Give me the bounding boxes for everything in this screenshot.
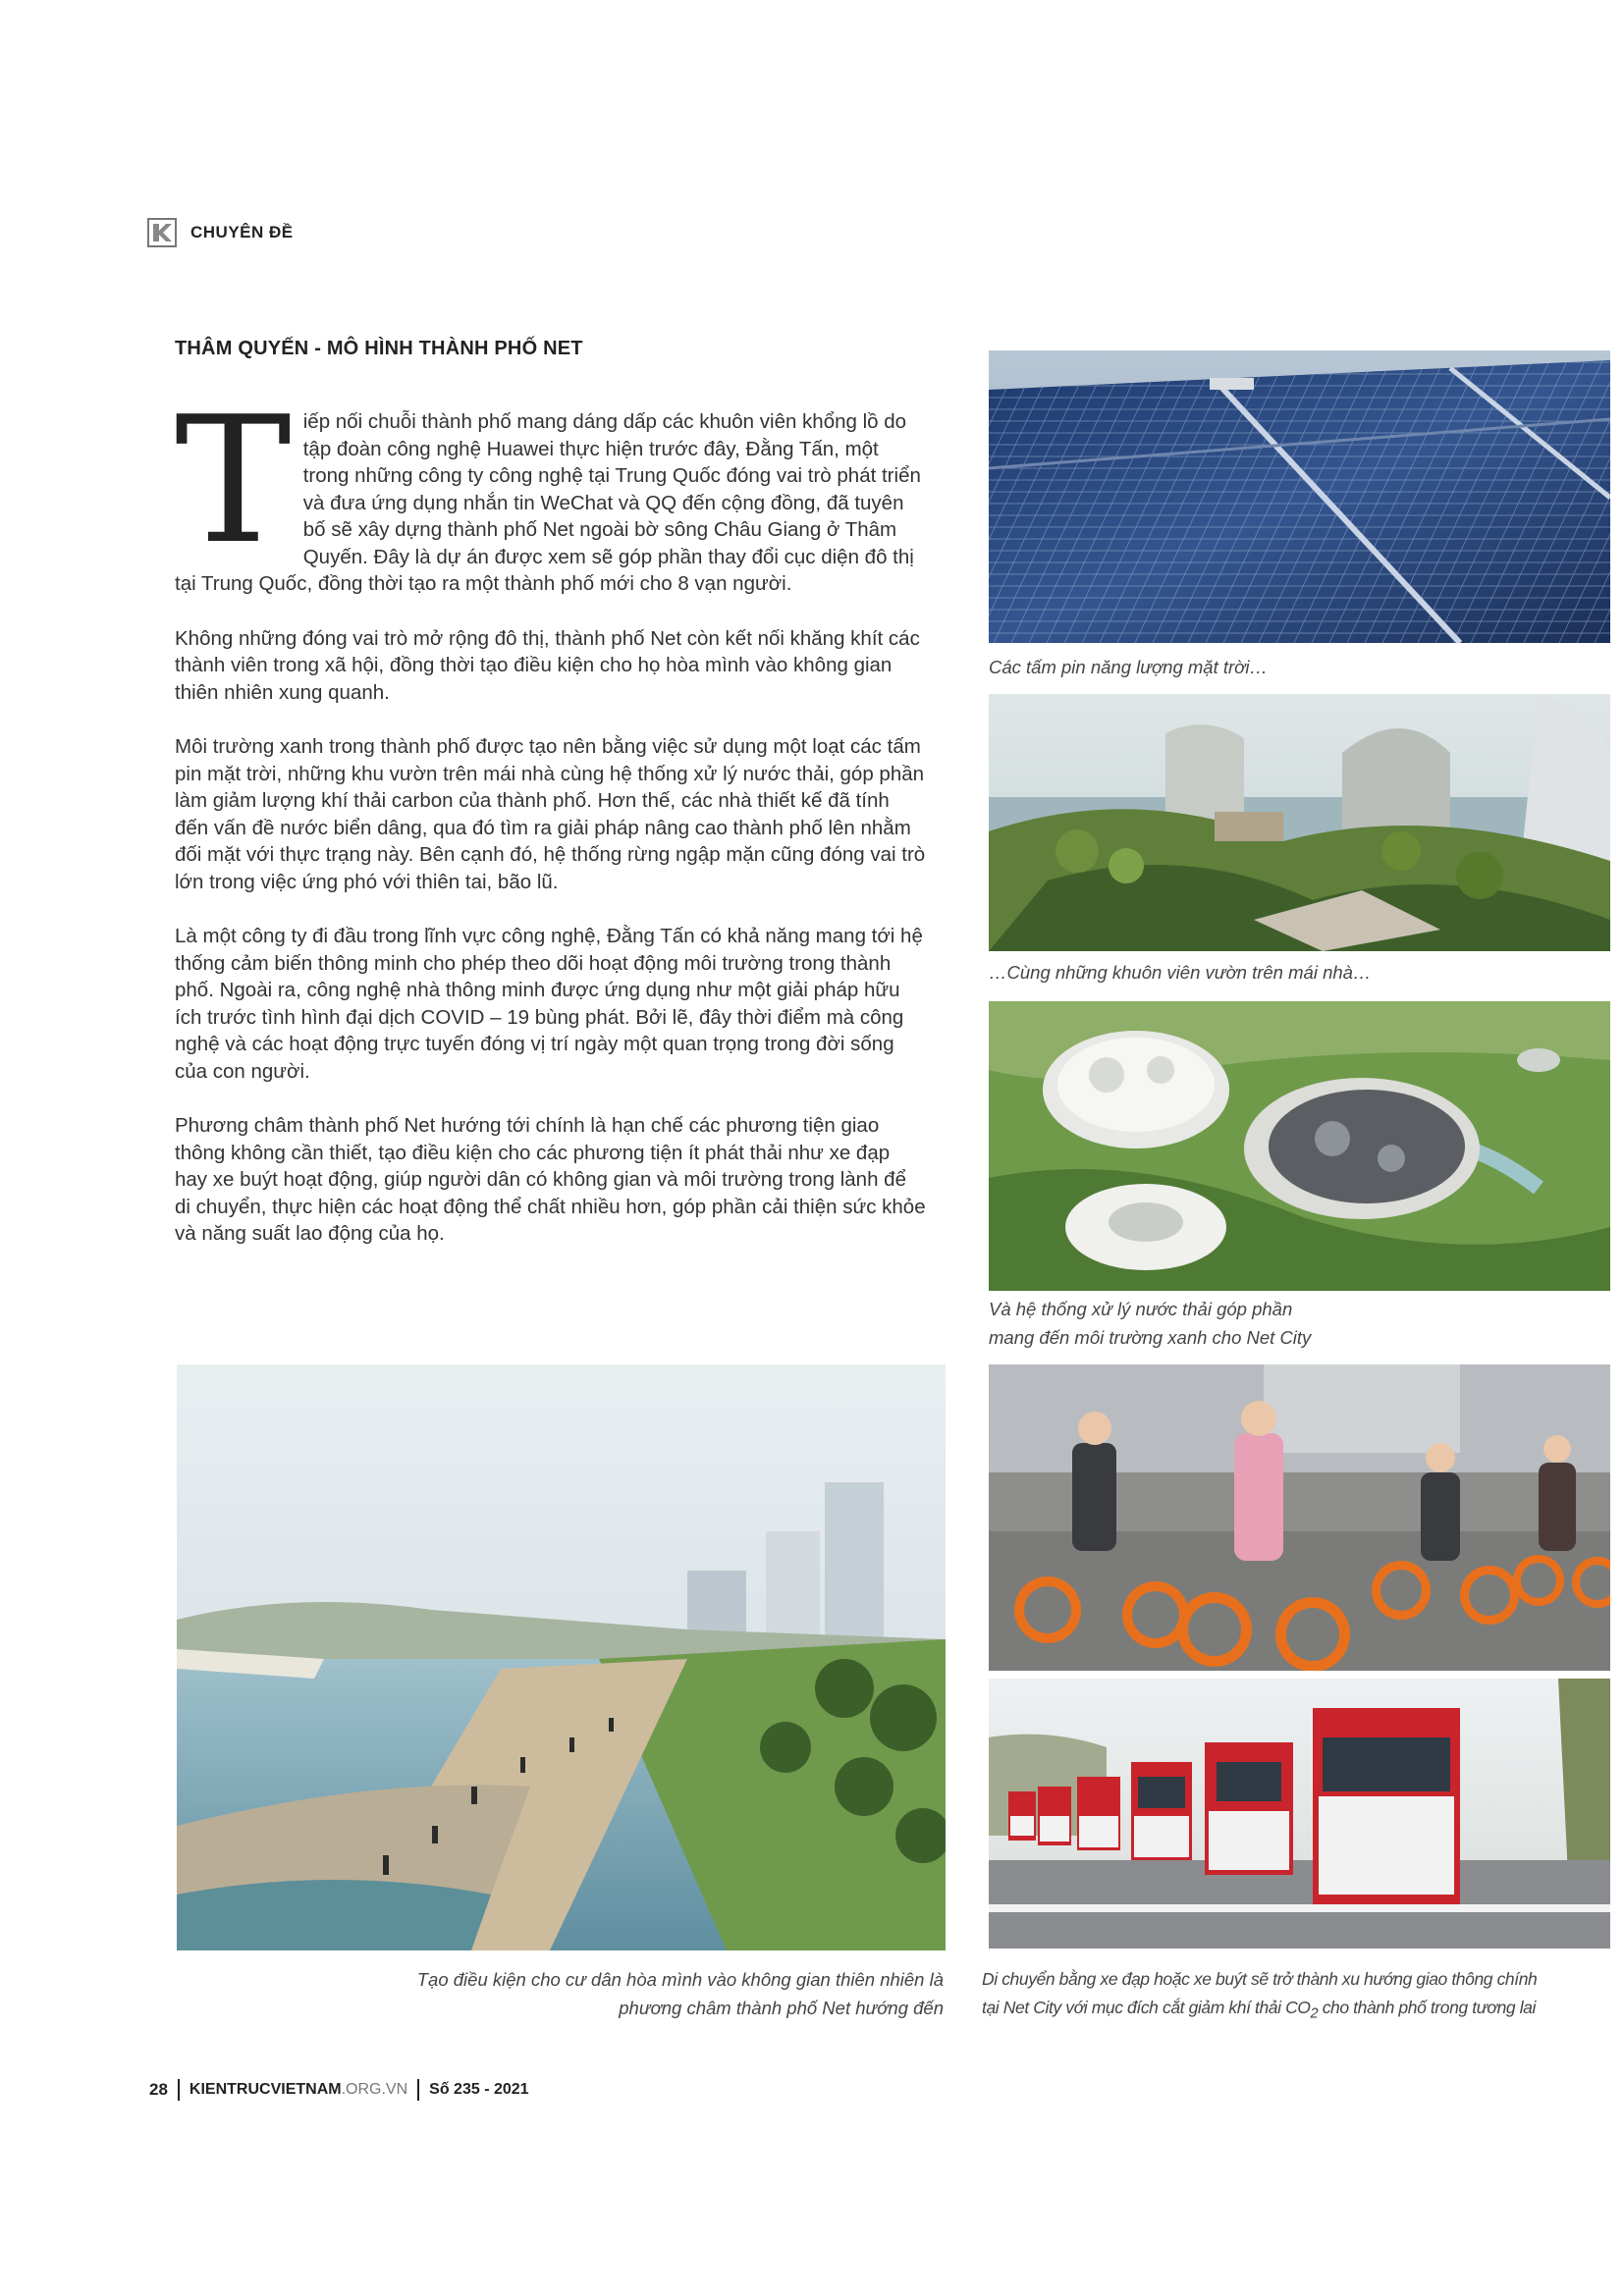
site-domain: .ORG.VN: [341, 2081, 408, 2098]
solar-panels-photo: [989, 350, 1610, 643]
paragraph-4: Là một công ty đi đầu trong lĩnh vực công nghệ, Đằng Tấn có khả năng mang tới hệ thống cảm biến thông minh cho phép theo dõi hoạt động môi trường trong thành phố. Ngoài ra, công nghệ nhà thông minh được ứng dụng như một giải pháp hữu ích trước tình hình đại dịch COVID – 19 bùng phát. Bởi lẽ, đây thời điểm mà công nghệ và các hoạt động trực tuyến đóng vị trí ngày một quan trọng trong đời sống của con người.: [175, 925, 923, 1083]
article-title: THÂM QUYẾN - MÔ HÌNH THÀNH PHỐ NET: [175, 338, 583, 359]
caption-transport-line-1: Di chuyển bằng xe đạp hoặc xe buýt sẽ trở thành xu hướng giao thông chính: [982, 1969, 1538, 1989]
paragraph-1: [175, 379, 926, 598]
caption-gardens: …Cùng những khuôn viên vườn trên mái nhà…: [989, 962, 1372, 983]
caption-waterfront-line-1: Tạo điều kiện cho cư dân hòa mình vào không gian thiên nhiên là: [416, 1969, 944, 1990]
caption-water-line-2: mang đến môi trường xanh cho Net City: [989, 1327, 1312, 1348]
site-name: KIENTRUCVIETNAM: [189, 2081, 342, 2098]
paragraph-1-text: iếp nối chuỗi thành phố mang dáng dấp các khuôn viên khổng lồ do tập đoàn công nghệ Huawei thực hiện trước đây, Đằng Tấn, một trong những công ty công nghệ tại Trung Quốc đóng vai trò phát triển và đưa ứng dụng nhắn tin WeChat và QQ đến cộng đồng, đã tuyên bố sẽ xây dựng thành phố Net ngoài bờ sông Châu Giang ở Thâm Quyến. Đây là dự án được xem sẽ góp phần thay đổi cục diện đô thị tại Trung Quốc, đồng thời tạo ra một thành phố mới cho 8 vạn người.: [175, 410, 921, 595]
drop-cap: T: [175, 379, 292, 582]
caption-transport-text-a: tại Net City với mục đích cắt giảm khí thải CO: [982, 1998, 1311, 2017]
caption-water-line-1: Và hệ thống xử lý nước thải góp phần: [989, 1299, 1293, 1319]
caption-transport-subscript: 2: [1310, 2005, 1319, 2022]
caption-transport-text-b: cho thành phố trong tương lai: [1318, 1998, 1537, 2017]
caption-solar: Các tấm pin năng lượng mặt trời…: [989, 657, 1268, 677]
waterfront-photo: [177, 1364, 946, 1950]
page-number: 28: [149, 2080, 168, 2099]
caption-waterfront-line-2: phương châm thành phố Net hướng đến: [619, 1998, 944, 2018]
paragraph-3: Môi trường xanh trong thành phố được tạo nên bằng việc sử dụng một loạt các tấm pin mặt trời, những khu vườn trên mái nhà cùng hệ thống xử lý nước thải, góp phần làm giảm lượng khí thải carbon của thành phố. Hơn thế, các nhà thiết kế đã tính đến vấn đề nước biển dâng, qua đó tìm ra giải pháp nâng cao thành phố lên nhằm đối mặt với thực trạng này. Bên cạnh đó, hệ thống rừng ngập mặn cũng đóng vai trò lớn trong việc ứng phó với thiên tai, bão lũ.: [175, 735, 926, 893]
page-footer: [149, 2079, 529, 2101]
water-treatment-photo: [989, 1001, 1610, 1291]
magazine-logo-icon: [147, 218, 177, 247]
section-header: [147, 218, 294, 247]
paragraph-5: Phương châm thành phố Net hướng tới chính là hạn chế các phương tiện giao thông không cần thiết, tạo điều kiện cho các phương tiện ít phát thải như xe đạp hay xe buýt hoạt động, giúp người dân có không gian và môi trường trong lành để di chuyển, thực hiện các hoạt động thể chất nhiều hơn, góp phần cải thiện sức khỏe và năng suất lao động của họ.: [175, 1114, 926, 1245]
footer-divider-2: [417, 2079, 419, 2101]
paragraph-2: Không những đóng vai trò mở rộng đô thị, thành phố Net còn kết nối khăng khít các thành viên trong xã hội, đồng thời tạo điều kiện cho họ hòa mình vào không gian thiên nhiên xung quanh.: [175, 626, 920, 704]
issue-number: Số 235 - 2021: [429, 2081, 529, 2098]
caption-transport-line-2: [982, 1995, 1610, 2028]
footer-divider: [178, 2079, 180, 2101]
rooftop-gardens-photo: [989, 694, 1610, 951]
cyclists-photo: [989, 1364, 1610, 1671]
buses-photo: [989, 1679, 1610, 1949]
article-body: [175, 379, 926, 1275]
section-label: CHUYÊN ĐỀ: [190, 223, 294, 241]
